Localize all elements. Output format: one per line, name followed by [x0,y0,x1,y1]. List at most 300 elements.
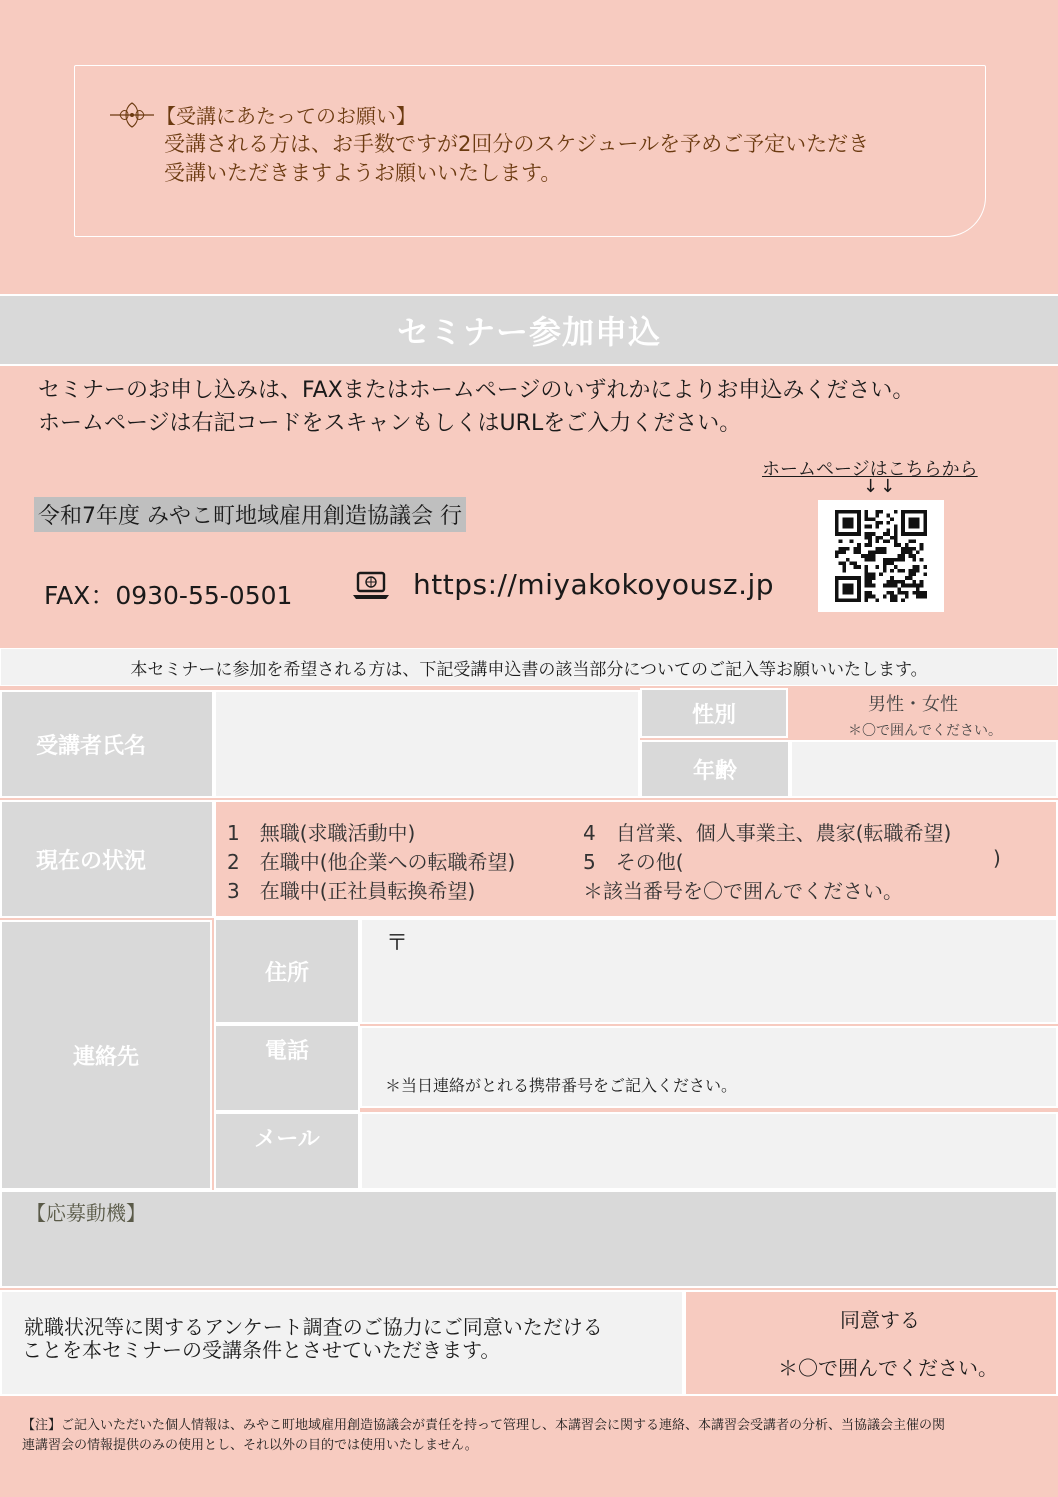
status-option[interactable]: 5 その他( [583,850,684,874]
qr-module [864,584,868,588]
email-label: メール [214,1112,360,1190]
qr-module [839,562,843,566]
qr-module [872,554,876,558]
qr-module [923,525,927,529]
qr-module [912,569,916,573]
qr-module [835,576,839,580]
qr-module [916,510,920,514]
qr-module [864,514,868,518]
qr-module [835,587,839,591]
age-label: 年齢 [640,740,790,798]
qr-module [846,576,850,580]
qr-module [912,580,916,584]
qr-module [916,569,920,573]
down-arrows-icon: ↓↓ [863,476,898,497]
qr-module [857,580,861,584]
qr-module [875,525,879,529]
name-field[interactable] [214,690,640,798]
qr-module [872,550,876,554]
qr-module [883,532,887,536]
qr-module [850,510,854,514]
qr-module [905,595,909,599]
qr-module [898,554,902,558]
page-title: セミナー参加申込 [396,313,661,351]
qr-module [875,565,879,569]
qr-module [857,576,861,580]
postal-mark: 〒 [386,931,409,956]
qr-module [839,539,843,543]
privacy-footnote-line: 【注】ご記入いただいた個人情報は、みやこ町地域雇用創造協議会が責任を持って管理し、本講習会に関する連絡、本講習会受講者の分析、当協議会主催の関 [22,1418,946,1433]
qr-module [923,528,927,532]
address-field[interactable] [360,918,1058,1024]
qr-module [839,547,843,551]
qr-module [887,528,891,532]
qr-module [909,547,913,551]
intro-text-line: セミナーのお申し込みは、FAXまたはホームページのいずれかによりお申込みください。 [38,378,915,403]
qr-module [879,521,883,525]
qr-module [890,562,894,566]
qr-module [861,554,865,558]
qr-module [857,591,861,595]
qr-module [846,517,850,521]
qr-module [839,532,843,536]
qr-module [894,558,898,562]
qr-module [872,558,876,562]
qr-module [879,550,883,554]
qr-module [909,532,913,536]
qr-module [846,547,850,551]
qr-module [842,521,846,525]
qr-module [894,525,898,529]
qr-module [887,521,891,525]
qr-module [883,584,887,588]
qr-module [894,539,898,543]
qr-module [853,550,857,554]
qr-module [875,521,879,525]
qr-module [864,517,868,521]
qr-module [923,595,927,599]
status-other-close: ) [993,846,1001,870]
qr-module [864,543,868,547]
qr-module [872,595,876,599]
qr-module [879,536,883,540]
qr-module [868,517,872,521]
qr-module [916,550,920,554]
qr-module [912,565,916,569]
qr-module [846,521,850,525]
gender-options[interactable]: 男性・女性 [868,694,958,715]
qr-module [857,521,861,525]
qr-module [894,532,898,536]
qr-module [920,580,924,584]
qr-module [864,532,868,536]
qr-module [894,536,898,540]
qr-module [875,598,879,602]
ornament-icon [108,100,156,130]
qr-module [898,558,902,562]
qr-module [890,591,894,595]
qr-module [857,584,861,588]
qr-module [923,521,927,525]
qr-module [846,558,850,562]
qr-module [875,536,879,540]
qr-module [857,543,861,547]
qr-module [890,584,894,588]
qr-module [890,558,894,562]
qr-module [898,587,902,591]
qr-module [853,598,857,602]
qr-module [875,514,879,518]
qr-module [864,510,868,514]
fax-number: FAX：0930-55-0501 [44,581,293,610]
qr-module [920,584,924,588]
qr-module [916,595,920,599]
qr-module [909,584,913,588]
phone-note: ＊当日連絡がとれる携帯番号をご記入ください。 [385,1076,738,1095]
qr-module [879,573,883,577]
qr-module [909,569,913,573]
qr-module [898,569,902,573]
qr-module [901,584,905,588]
qr-module [857,510,861,514]
qr-module [901,580,905,584]
qr-module [846,598,850,602]
form-instruction-text: 本セミナーに参加を希望される方は、下記受講申込書の該当部分についてのご記入等お願いいたします。 [130,659,928,680]
qr-module [853,510,857,514]
qr-module [875,510,879,514]
qr-module [857,587,861,591]
qr-module [850,584,854,588]
status-option[interactable]: 2 在職中(他企業への転職希望) [227,850,516,874]
qr-module [920,547,924,551]
qr-module [901,558,905,562]
qr-module [909,517,913,521]
qr-module [909,550,913,554]
qr-module [835,521,839,525]
agree-note: ＊〇で囲んでください。 [778,1356,998,1380]
qr-module [894,598,898,602]
qr-module [872,584,876,588]
qr-module [916,532,920,536]
qr-module [916,521,920,525]
qr-module [887,584,891,588]
qr-module [853,562,857,566]
qr-module [883,562,887,566]
intro-text-line: ホームページは右記コードをスキャンもしくはURLをご入力ください。 [38,411,742,436]
qr-module [905,576,909,580]
qr-module [901,550,905,554]
homepage-link-label[interactable]: ホームページはこちらから [762,459,978,480]
qr-module [894,580,898,584]
qr-module [923,591,927,595]
qr-module [912,591,916,595]
qr-module [835,532,839,536]
qr-module [909,525,913,529]
qr-module [920,510,924,514]
qr-module [868,573,872,577]
qr-module [923,573,927,577]
qr-module [883,550,887,554]
qr-module [857,528,861,532]
qr-module [846,587,850,591]
qr-module [853,547,857,551]
qr-module [909,576,913,580]
qr-module [872,573,876,577]
addressee-label: 令和7年度 みやこ町地域雇用創造協議会 行 [34,497,466,532]
qr-module [864,576,868,580]
qr-module [835,528,839,532]
qr-module [850,539,854,543]
qr-module [916,584,920,588]
qr-module [868,525,872,529]
qr-code[interactable] [818,500,944,612]
qr-module [887,562,891,566]
qr-module [901,521,905,525]
consent-text-line: 就職状況等に関するアンケート調査のご協力にご同意いただける [24,1315,603,1339]
qr-module [864,536,868,540]
qr-module [864,558,868,562]
qr-module [920,532,924,536]
qr-module [864,591,868,595]
qr-module [901,569,905,573]
qr-module [901,591,905,595]
qr-module [894,595,898,599]
qr-module [839,576,843,580]
qr-module [864,598,868,602]
qr-module [857,598,861,602]
status-option[interactable]: 1 無職(求職活動中) [227,821,416,845]
status-option[interactable]: 4 自営業、個人事業主、農家(転職希望) [583,821,952,845]
agree-option[interactable]: 同意する [840,1308,920,1332]
qr-module [846,591,850,595]
qr-module [912,573,916,577]
qr-module [868,539,872,543]
qr-module [842,591,846,595]
qr-module [890,569,894,573]
homepage-url[interactable]: https://miyakokoyousz.jp [413,568,775,601]
qr-module [901,510,905,514]
qr-module [868,554,872,558]
qr-module [887,558,891,562]
qr-module [853,576,857,580]
qr-module [901,525,905,529]
qr-module [909,573,913,577]
qr-module [912,554,916,558]
qr-module [853,565,857,569]
qr-module [842,576,846,580]
qr-module [912,532,916,536]
qr-module [835,584,839,588]
qr-module [864,565,868,569]
qr-module [890,536,894,540]
qr-module [879,547,883,551]
qr-module [916,525,920,529]
qr-module [883,558,887,562]
qr-module [905,584,909,588]
notice-title: 【受講にあたってのお願い】 [156,104,416,128]
qr-module [842,525,846,529]
qr-module [912,517,916,521]
qr-module [842,584,846,588]
qr-module [839,510,843,514]
laptop-icon [352,570,390,602]
qr-module [890,595,894,599]
qr-module [901,547,905,551]
qr-module [864,573,868,577]
qr-module [835,514,839,518]
qr-module [883,565,887,569]
qr-module [850,591,854,595]
qr-module [868,550,872,554]
qr-module [912,584,916,588]
qr-module [842,565,846,569]
qr-module [868,576,872,580]
qr-module [835,550,839,554]
consent-text-line: ことを本セミナーの受講条件とさせていただきます。 [22,1338,501,1362]
privacy-footnote-line: 連講習会の情報提供のみの使用とし、それ以外の目的では使用いたしません。 [22,1438,478,1453]
qr-module [920,591,924,595]
qr-module [879,510,883,514]
qr-module [872,517,876,521]
email-field[interactable] [360,1112,1058,1190]
qr-module [857,525,861,529]
qr-module [850,576,854,580]
qr-module [868,536,872,540]
qr-module [905,543,909,547]
form-instruction [0,648,1058,686]
qr-module [901,514,905,518]
qr-module [912,547,916,551]
age-field[interactable] [790,740,1058,798]
qr-module [883,539,887,543]
qr-module [887,514,891,518]
qr-module [909,554,913,558]
status-label: 現在の状況 [0,800,214,918]
qr-module [912,510,916,514]
qr-module [872,576,876,580]
qr-module [850,517,854,521]
qr-module [850,521,854,525]
qr-module [887,532,891,536]
qr-module [864,595,868,599]
qr-module [875,550,879,554]
motive-field[interactable] [0,1190,1058,1288]
notice-text-line: 受講いただきますようお願いいたします。 [164,161,562,185]
qr-module [923,510,927,514]
status-option[interactable]: 3 在職中(正社員転換希望) [227,879,476,903]
qr-module [905,547,909,551]
qr-module [923,565,927,569]
qr-module [901,517,905,521]
qr-module [846,584,850,588]
qr-module [883,547,887,551]
seminar-banner [0,294,1058,366]
qr-module [901,532,905,536]
qr-module [901,554,905,558]
qr-module [887,580,891,584]
qr-module [864,554,868,558]
qr-module [835,591,839,595]
qr-module [894,510,898,514]
qr-module [868,543,872,547]
qr-module [909,521,913,525]
qr-module [923,532,927,536]
qr-module [905,532,909,536]
qr-module [905,591,909,595]
qr-module [898,580,902,584]
qr-module [842,547,846,551]
qr-module [868,532,872,536]
qr-module [868,558,872,562]
qr-module [920,595,924,599]
qr-module [894,528,898,532]
qr-module [842,562,846,566]
qr-module [857,550,861,554]
qr-module [920,543,924,547]
qr-module [853,532,857,536]
qr-module [890,598,894,602]
qr-module [868,595,872,599]
qr-module [883,569,887,573]
qr-module [835,580,839,584]
qr-module [920,558,924,562]
qr-module [923,514,927,518]
qr-module [894,543,898,547]
qr-module [835,517,839,521]
qr-module [842,517,846,521]
qr-module [835,525,839,529]
qr-module [898,543,902,547]
qr-module [850,598,854,602]
qr-module [868,584,872,588]
qr-module [883,595,887,599]
qr-module [835,554,839,558]
qr-module [905,550,909,554]
qr-module [850,525,854,529]
qr-module [916,517,920,521]
qr-module [868,580,872,584]
qr-module [864,580,868,584]
qr-module [850,562,854,566]
qr-module [909,510,913,514]
qr-module [850,532,854,536]
gender-label: 性別 [640,688,788,738]
qr-module [890,517,894,521]
qr-module [846,525,850,529]
qr-module [901,528,905,532]
qr-module [916,565,920,569]
qr-module [835,595,839,599]
qr-module [894,584,898,588]
qr-module [846,532,850,536]
qr-module [842,569,846,573]
qr-module [923,517,927,521]
address-label: 住所 [214,918,360,1024]
qr-module [890,576,894,580]
qr-module [864,525,868,529]
status-note: ＊該当番号を〇で囲んでください。 [583,879,903,903]
gender-note: ＊〇で囲んでください。 [848,723,1002,739]
qr-module [842,510,846,514]
qr-module [857,595,861,599]
contact-label: 連絡先 [0,920,212,1190]
qr-module [842,587,846,591]
qr-module [905,510,909,514]
qr-module [835,598,839,602]
qr-module [857,514,861,518]
qr-module [857,547,861,551]
motive-label: 【応募動機】 [26,1201,146,1225]
